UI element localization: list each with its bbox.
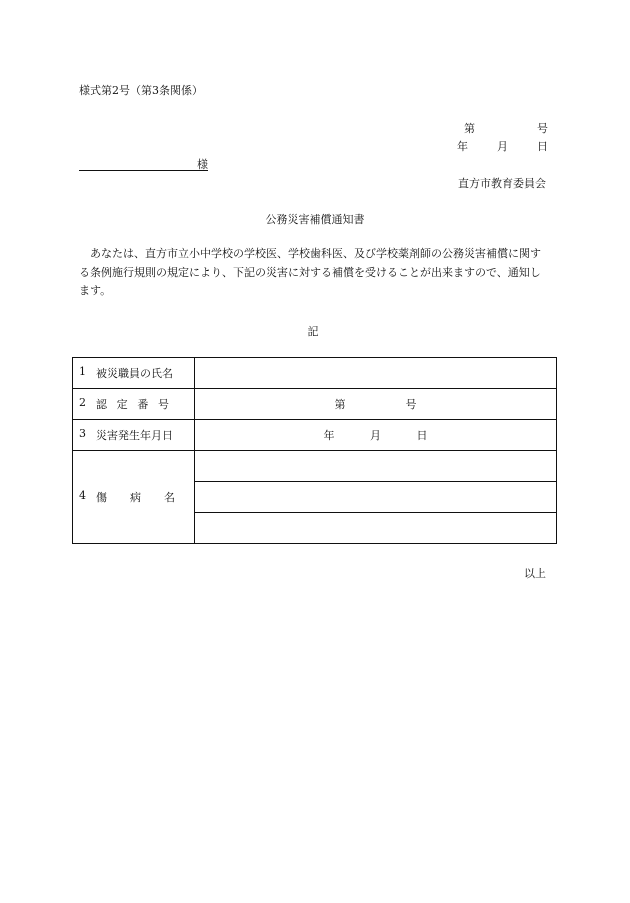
row-number: 2	[79, 396, 86, 409]
value-injury-line-1	[195, 451, 557, 482]
issue-date-month: 月	[497, 140, 508, 153]
row-label: 災害発生年月日	[96, 429, 173, 442]
row-label-char: 病	[130, 491, 141, 504]
addressee-line	[79, 155, 208, 171]
document-number-go: 号	[537, 122, 548, 135]
document-title: 公務災害補償通知書	[265, 213, 365, 226]
row-label-char: 名	[164, 491, 175, 504]
issue-date-day: 日	[537, 140, 548, 153]
details-table	[72, 357, 557, 544]
incident-date-year: 年	[323, 429, 335, 442]
value-victim-name	[195, 358, 557, 389]
label-injury-name	[73, 451, 195, 544]
document-number	[464, 120, 548, 136]
document-number-dai: 第	[464, 122, 475, 135]
incident-date-month: 月	[370, 429, 381, 442]
table-row-date	[73, 420, 557, 451]
row-number: 3	[79, 427, 86, 440]
row-number: 1	[79, 365, 86, 378]
value-injury-line-3	[195, 513, 557, 544]
row-label-char: 認	[96, 398, 107, 411]
issue-date-year: 年	[457, 140, 468, 153]
ki-heading: 記	[307, 325, 319, 338]
table-row-name	[73, 358, 557, 389]
row-label: 被災職員の氏名	[96, 367, 173, 380]
issue-date	[457, 138, 548, 154]
value-injury-line-2	[195, 482, 557, 513]
label-incident-date	[73, 420, 195, 451]
table-row-cert-number	[73, 389, 557, 420]
table-row-injury	[73, 451, 557, 482]
row-label-char: 番	[137, 398, 149, 411]
issuer-name: 直方市教育委員会	[458, 177, 546, 190]
value-cert-number	[195, 389, 557, 420]
body-paragraph: あなたは、直方市立小中学校の学校医、学校歯科医、及び学校薬剤師の公務災害補償に関する条例施行規則の規定により、下記の災害に対する補償を受けることが出来ますので、通知します。	[79, 247, 541, 297]
incident-date-day: 日	[416, 429, 428, 442]
form-number-label: 様式第2号（第3条関係）	[79, 84, 203, 97]
row-label-char: 傷	[96, 491, 107, 504]
label-victim-name	[73, 358, 195, 389]
cert-number-go: 号	[405, 398, 417, 411]
closing-ijou: 以上	[524, 567, 546, 580]
value-incident-date	[195, 420, 557, 451]
addressee-honorific: 様	[197, 158, 208, 171]
row-label-char: 号	[157, 398, 169, 411]
cert-number-dai: 第	[334, 398, 346, 411]
row-label-char: 定	[116, 398, 128, 411]
label-cert-number	[73, 389, 195, 420]
row-number: 4	[79, 489, 86, 502]
